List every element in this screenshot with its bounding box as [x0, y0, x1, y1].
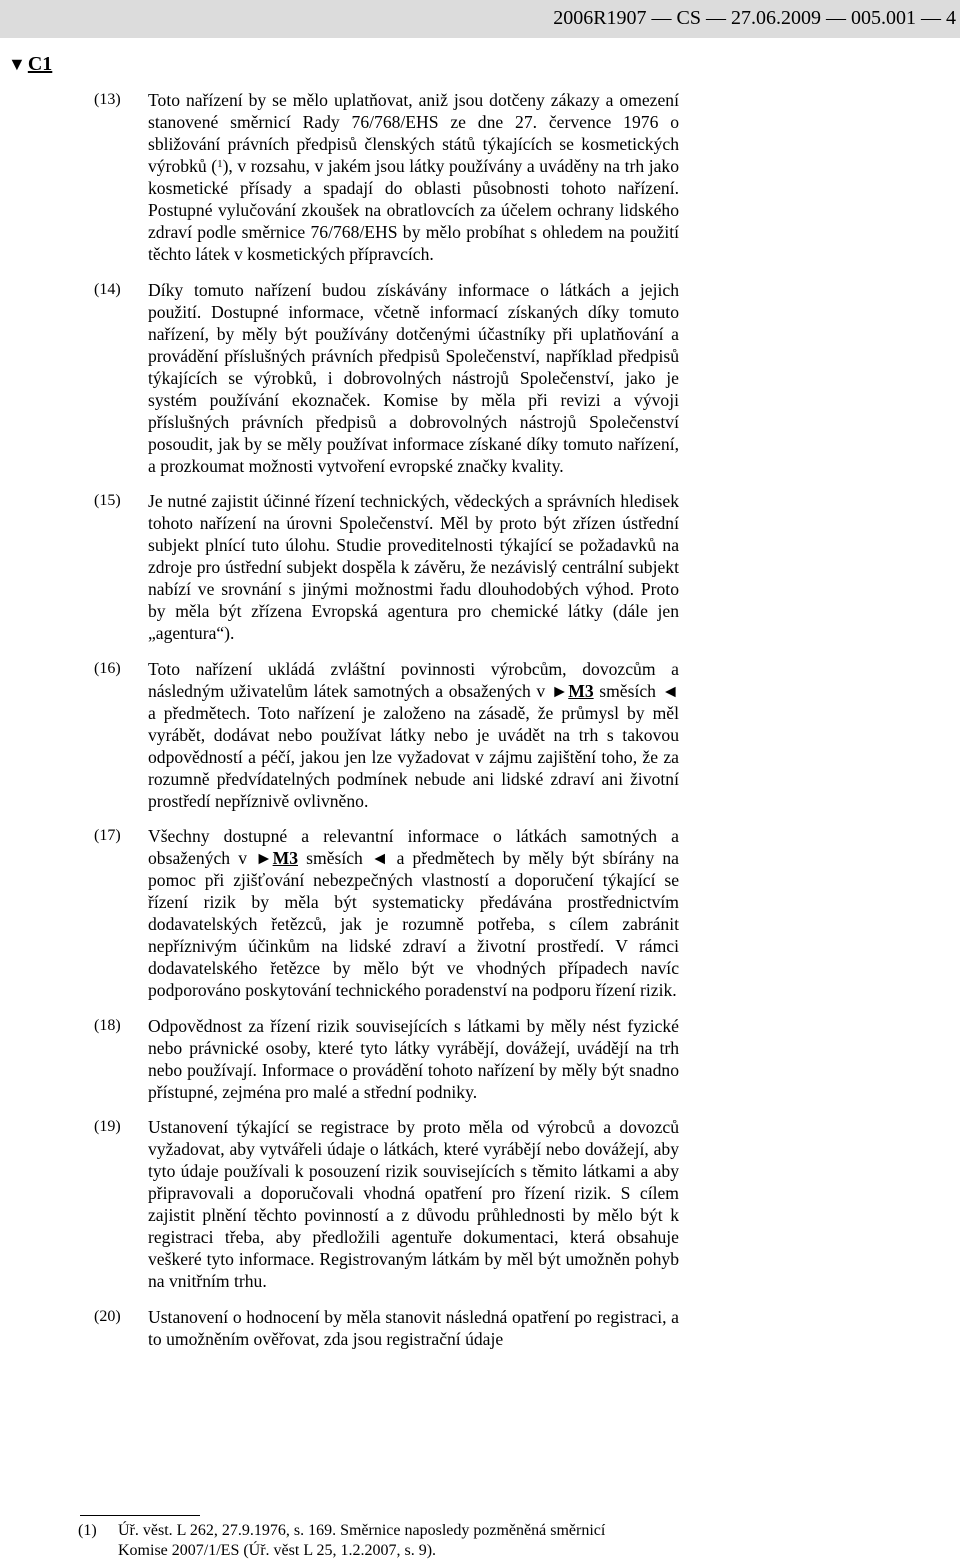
- document-reference: 2006R1907 — CS — 27.06.2009 — 005.001 — 4: [553, 7, 956, 29]
- page-header: [0, 0, 960, 38]
- recital-text: Díky tomuto nařízení budou získávány informace o látkách a jejich použití. Dostupné informace, včetně informací získaných díky tomuto nařízení, by měly být používány dotčenými účastníky při uplatňování a provádění příslušných právních předpisů Společenství, například předpisů týkajících se výrobků, i dobrovolných nástrojů Společenství, jako je systém používání ekoznaček. Komise by měla při revizi a vývoji příslušných právních předpisů a dobrovolných nástrojů Společenství posoudit, jak by se měly používat informace získané díky tomuto nařízení, a prozkoumat možnosti vytvoření evropské značky kvality.: [148, 279, 679, 476]
- footnote-number: (1): [78, 1522, 97, 1539]
- amended-text: směsích: [306, 848, 363, 868]
- amendment-marker: [255, 848, 298, 868]
- recital-text: Ustanovení o hodnocení by měla stanovit následná opatření po registraci, a to umožněním ověřovat, zda jsou registrační údaje: [148, 1306, 679, 1349]
- recital-16: [0, 658, 960, 812]
- recital-number: (20): [94, 1307, 121, 1325]
- correction-reference[interactable]: C1: [27, 53, 53, 75]
- footnote-line: Úř. věst. L 262, 27.9.1976, s. 169. Směrnice naposledy pozměněná směrnicí: [118, 1522, 606, 1539]
- recital-text: Odpovědnost za řízení rizik souvisejících s látkami by měly nést fyzické nebo právnické osoby, které tyto látky vyrábějí, dovážejí, uvádějí na trh nebo používají. Informace o provádění tohoto nařízení by měly být snadno přístupné, zejména pro malé a střední podniky.: [148, 1015, 679, 1102]
- recital-number: (14): [94, 280, 121, 298]
- arrow-left-icon: ◄: [371, 848, 389, 868]
- recital-number: (13): [94, 91, 121, 108]
- amended-text: směsích: [599, 680, 656, 701]
- footnote-reference[interactable]: 1: [217, 158, 223, 170]
- recital-text: [148, 89, 679, 265]
- recital-text-part: a předmětech by měly být sbírány na pomoc při zjišťování nebezpečných vlastností a doporučení týkající se řízení rizik by měla být systematicky předávána prostřednictvím dodavatelských řetězců, jak je rozumně potřeba, s cílem zabránit nepříznivým účinkům na lidské zdraví a životní prostředí. V rámci dodavatelského řetězce by mělo být ve vhodných případech navíc podporováno poskytování technického poradenství na podporu řízení rizik.: [148, 848, 679, 1000]
- recital-20: [0, 1306, 960, 1350]
- recital-13: [0, 89, 960, 265]
- recital-text: [148, 658, 679, 812]
- amendment-marker: [551, 681, 594, 701]
- recital-19: [0, 1116, 960, 1292]
- correction-marker: [8, 52, 52, 76]
- recital-text: Je nutné zajistit účinné řízení technických, vědeckých a správních hledisek tohoto nařízení na úrovni Společenství. Měl by proto být zřízen ústřední subjekt plnící tuto úlohu. Studie proveditelnosti týkající se požadavků na zdroje pro ústřední subjekt dospěla k závěru, že nezávislý centrální subjekt nabízí ve srovnání s jinými možnostmi řadu dlouhodobých výhod. Proto by měla být zřízena Evropská agentura pro chemické látky (dále jen „agentura“).: [148, 491, 679, 643]
- triangle-down-icon: ▼: [8, 54, 26, 74]
- amendment-reference[interactable]: M3: [272, 848, 298, 868]
- recital-text-part: a předmětech. Toto nařízení je založeno na zásadě, že průmysl by měl vyrábět, dodávat nebo používat látky nebo je uvádět na trh s takovou odpovědností a péčí, jakou jen lze vyžadovat v zájmu zajištění toho, že za rozumně předvídatelných podmínek nebude ani lidské zdraví ani životní prostředí nepříznivě ovlivněno.: [148, 702, 679, 811]
- recital-text-part: Toto nařízení ukládá zvláštní povinnosti výrobcům, dovozcům a následným uživatelům látek samotných a obsažených v: [148, 658, 679, 701]
- recital-text-part: Toto nařízení by se mělo uplatňovat, aniž jsou dotčeny zákazy a omezení stanovené směrnicí Rady 76/768/EHS ze dne 27. července 1976 o sbližování právních předpisů členských států týkajících se kosmetických výrobků (: [148, 90, 679, 176]
- arrow-right-icon: ►: [255, 848, 273, 868]
- arrow-right-icon: ►: [550, 680, 569, 701]
- arrow-left-icon: ◄: [661, 680, 679, 701]
- recitals-list: [0, 89, 960, 1363]
- recital-18: [0, 1015, 960, 1103]
- recital-text-part: ), v rozsahu, v jakém jsou látky používány a uváděny na trh jako kosmetické přísady a spadají do oblasti působnosti tohoto nařízení. Postupné vylučování zkoušek na obratlovcích za účelem ochrany lidského zdraví podle směrnice 76/768/EHS by mělo probíhat s ohledem na použití těchto látek v kosmetických přípravcích.: [148, 156, 679, 264]
- recital-number: (17): [94, 827, 121, 844]
- recital-number: (18): [94, 1016, 121, 1034]
- recital-14: [0, 279, 960, 477]
- recital-text: Ustanovení týkající se registrace by proto měla od výrobců a dovozců vyžadovat, aby vytvářeli údaje o látkách, které vyrábějí nebo dovážejí, aby tyto údaje používali k posouzení rizik souvisejících s těmito látkami a aby připravovali a doporučovali vhodná opatření pro řízení rizik. S cílem zajistit plnění těchto povinností a z důvodu průhlednosti by mělo být k registraci třeba, aby předložili agentuře dokumentaci, která obsahuje veškeré tyto informace. Registrovaným látkám by měl být umožněn pohyb na vnitřním trhu.: [148, 1117, 679, 1291]
- footnote: [78, 1521, 681, 1561]
- footnote-line: Komise 2007/1/ES (Úř. věst L 25, 1.2.2007, s. 9).: [118, 1542, 437, 1559]
- recital-17: [0, 825, 960, 1001]
- amendment-reference[interactable]: M3: [568, 680, 594, 701]
- recital-number: (19): [94, 1118, 121, 1135]
- recital-15: [0, 490, 960, 644]
- footnote-divider: [80, 1515, 200, 1516]
- recital-number: (16): [94, 659, 121, 677]
- recital-text: [148, 825, 679, 1001]
- recital-number: (15): [94, 492, 121, 509]
- recital-text-part: Všechny dostupné a relevantní informace o látkách samotných a obsažených v: [148, 826, 679, 868]
